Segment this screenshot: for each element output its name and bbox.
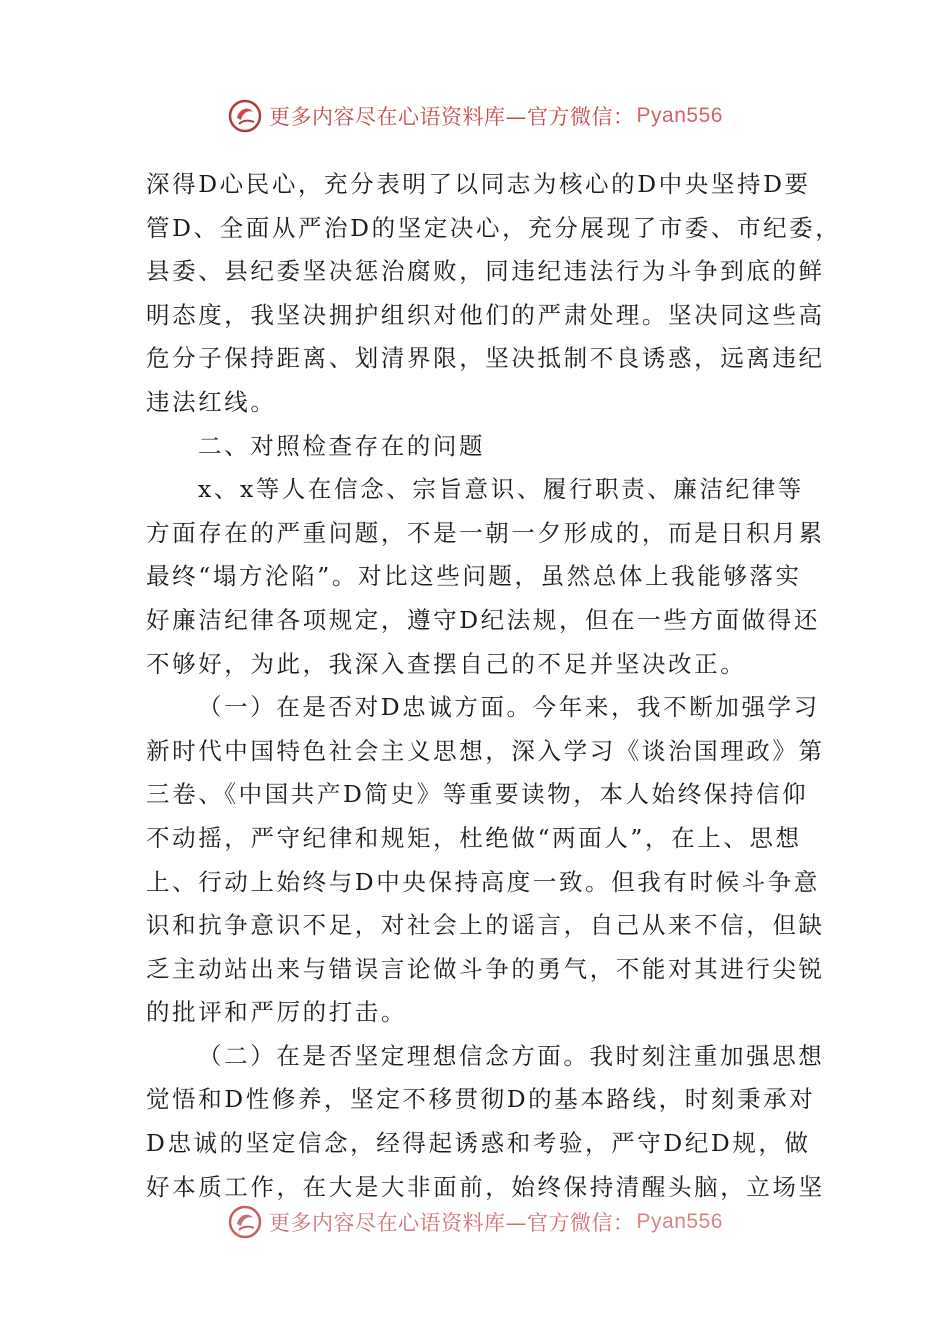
watermark-id: Pyan556	[636, 104, 723, 127]
text-line: 危分子保持距离、划清界限，坚决抵制不良诱惑，远离违纪	[146, 344, 825, 373]
text-line: 好廉洁纪律各项规定，遵守D纪法规，但在一些方面做得还	[146, 605, 820, 634]
paragraph-start: （一）在是否对D忠诚方面。今年来，我不断加强学习	[198, 693, 820, 722]
text-line: 觉悟和D性修养，坚定不移贯彻D的基本路线，时刻秉承对	[146, 1085, 816, 1114]
text-line: 明态度，我坚决拥护组织对他们的严肃处理。坚决同这些高	[146, 300, 825, 329]
text-line: D忠诚的坚定信念，经得起诱惑和考验，严守D纪D规，做	[146, 1129, 811, 1158]
document-body	[146, 163, 842, 1209]
text-line: 上、行动上始终与D中央保持高度一致。但我有时候斗争意	[146, 867, 820, 896]
paragraph-start: x、x等人在信念、宗旨意识、履行职责、廉洁纪律等	[198, 475, 804, 504]
text-line: 不够好，为此，我深入查摆自己的不足并坚决改正。	[146, 649, 747, 678]
heart-logo-icon	[227, 98, 263, 134]
text-line: 的批评和严厉的打击。	[146, 998, 407, 1027]
text-line: 方面存在的严重问题，不是一朝一夕形成的，而是日积月累	[146, 518, 825, 547]
text-line: 最终“塌方沦陷”。对比这些问题，虽然总体上我能够落实	[146, 562, 802, 591]
text-line: 管D、全面从严治D的坚定决心，充分展现了市委、市纪委，	[146, 213, 842, 242]
text-line: 三卷、《中国共产D简史》等重要读物，本人始终保持信仰	[146, 780, 809, 809]
watermark-id: Pyan556	[636, 1210, 723, 1233]
heart-logo-icon	[227, 1204, 263, 1240]
text-line: 识和抗争意识不足，对社会上的谣言，自己从来不信，但缺	[146, 911, 825, 940]
section-heading: 二、对照检查存在的问题	[198, 431, 486, 460]
text-line: 县委、县纪委坚决惩治腐败，同违纪违法行为斗争到底的鲜	[146, 257, 825, 286]
text-line: 新时代中国特色社会主义思想，深入学习《谈治国理政》第	[146, 736, 825, 765]
text-line: 不动摇，严守纪律和规矩，杜绝做“两面人”，在上、思想	[146, 823, 802, 852]
text-line: 违法红线。	[146, 387, 277, 416]
text-line: 好本质工作，在大是大非面前，始终保持清醒头脑，立场坚	[146, 1172, 825, 1201]
text-line: 深得D心民心，充分表明了以同志为核心的D中央坚持D要	[146, 170, 811, 198]
paragraph-start: （二）在是否坚定理想信念方面。我时刻注重加强思想	[198, 1041, 825, 1070]
watermark-text: 更多内容尽在心语资料库—官方微信：	[269, 105, 635, 129]
watermark-footer	[0, 1202, 950, 1242]
watermark-text: 更多内容尽在心语资料库—官方微信：	[269, 1211, 635, 1235]
watermark-header	[0, 96, 950, 136]
text-line: 乏主动站出来与错误言论做斗争的勇气，不能对其进行尖锐	[146, 954, 825, 983]
